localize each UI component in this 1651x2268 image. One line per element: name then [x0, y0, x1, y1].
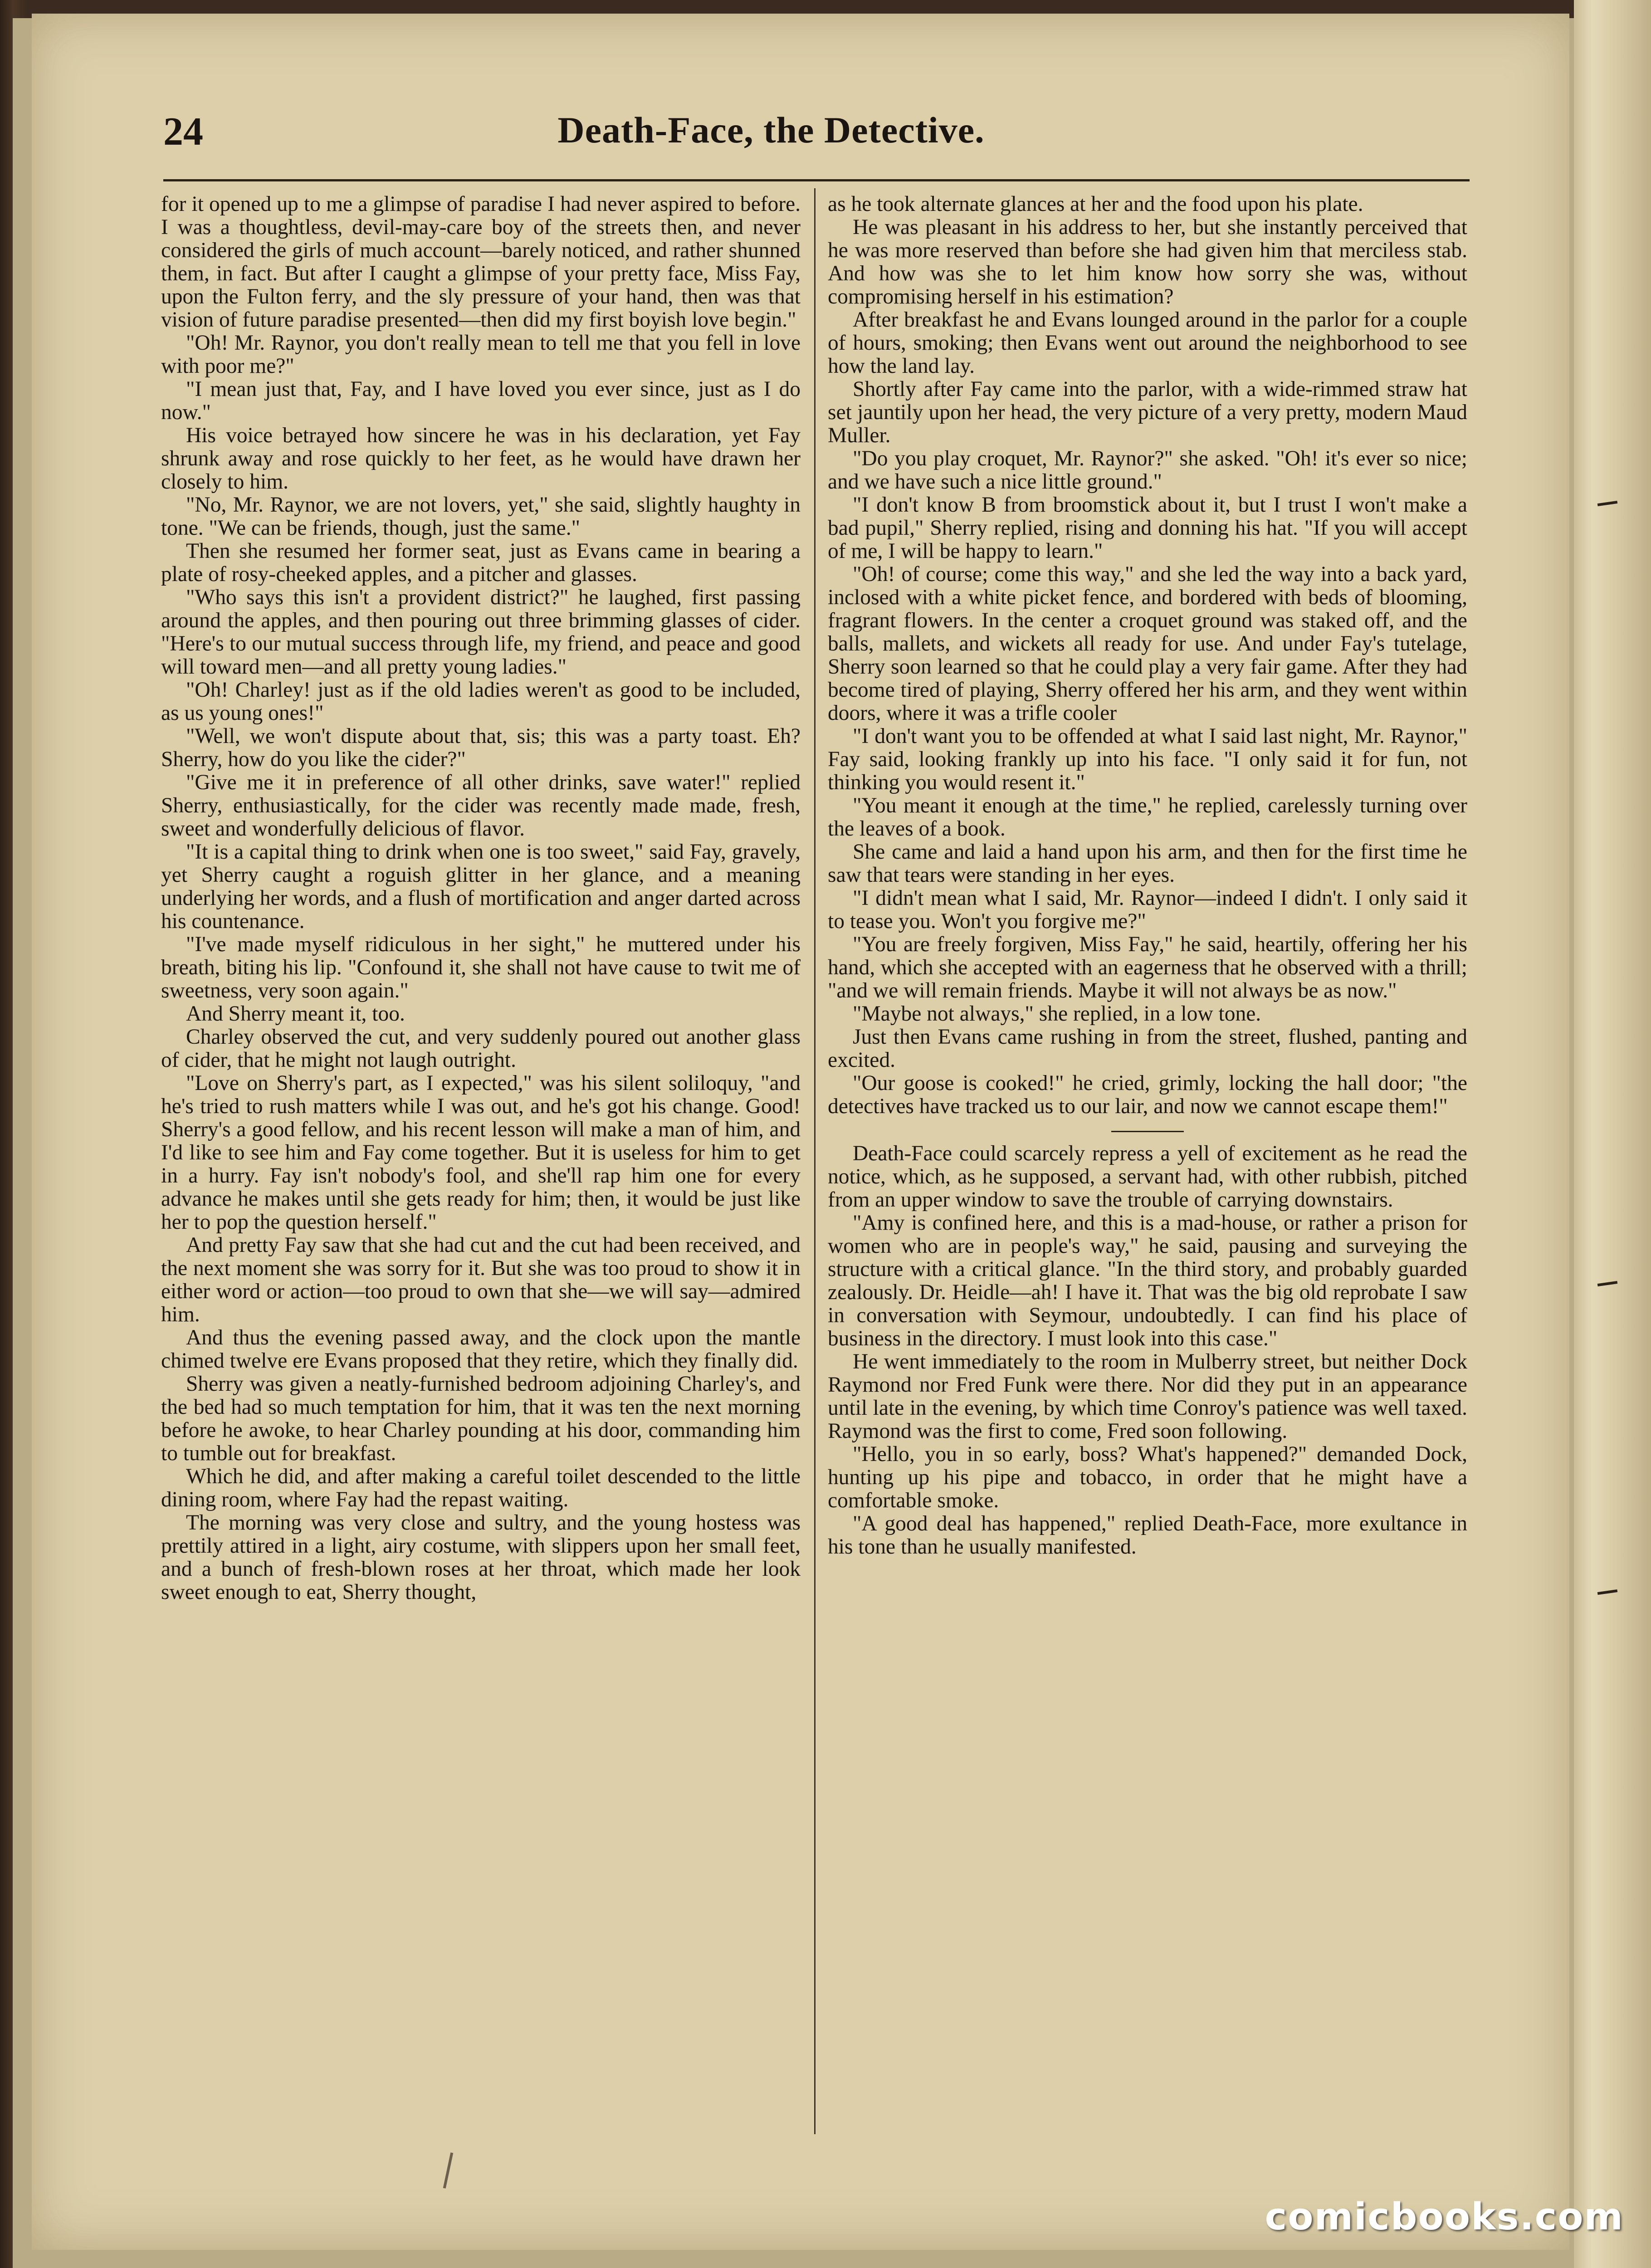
paragraph: He went immediately to the room in Mulberry street, but neither Dock Raymond nor Fred Funk were there. Nor did they put in an appearance until late in the evening, by which time Conroy's patience was well taxed. Raymond was the first to come, Fred soon following.	[828, 1350, 1467, 1443]
paragraph: Charley observed the cut, and very suddenly poured out another glass of cider, that he might not laugh outright.	[161, 1025, 801, 1072]
column-divider	[814, 188, 816, 2134]
paragraph: "Hello, you in so early, boss? What's happened?" demanded Dock, hunting up his pipe and tobacco, in order that he might have a comfortable smoke.	[828, 1442, 1467, 1512]
binding-staple	[1597, 1588, 1620, 1598]
right-column	[828, 193, 1467, 1559]
paragraph: "No, Mr. Raynor, we are not lovers, yet," she said, slightly haughty in tone. "We can be friends, though, just the same."	[161, 493, 801, 540]
paragraph: for it opened up to me a glimpse of paradise I had never aspired to before. I was a thoughtless, devil-may-care boy of the streets then, and never considered the girls of much account—barely noticed, and rather shunned them, in fact. But after I caught a glimpse of your pretty face, Miss Fay, upon the Fulton ferry, and the sly pressure of your hand, then was that vision of future paradise presented—then did my first boyish love begin."	[161, 192, 801, 332]
paragraph: "I don't want you to be offended at what I said last night, Mr. Raynor," Fay said, looking frankly up into his face. "I only said it for fun, not thinking you would resent it."	[828, 724, 1467, 794]
paragraph: "Oh! of course; come this way," and she led the way into a back yard, inclosed with a white picket fence, and bordered with beds of blooming, fragrant flowers. In the center a croquet ground was staked off, and the balls, mallets, and wickets all ready for use. And under Fay's tutelage, Sherry soon learned so that he could play a very fair game. After they had become tired of playing, Sherry offered her his arm, and they went within doors, where it was a trifle cooler	[828, 562, 1467, 725]
paragraph: "I didn't mean what I said, Mr. Raynor—indeed I didn't. I only said it to tease you. Won't you forgive me?"	[828, 886, 1467, 933]
paragraph: "Our goose is cooked!" he cried, grimly, locking the hall door; "the detectives have tracked us to our lair, and now we cannot escape them!"	[828, 1071, 1467, 1118]
paragraph: "Who says this isn't a provident district?" he laughed, first passing around the apples, and then pouring out three brimming glasses of cider. "Here's to our mutual success through life, my friend, and peace and good will toward men—and all pretty young ladies."	[161, 586, 801, 679]
paragraph: "Maybe not always," she replied, in a low tone.	[853, 1002, 1261, 1026]
binding-staple	[1597, 1279, 1620, 1289]
paragraph: Shortly after Fay came into the parlor, with a wide-rimmed straw hat set jauntily upon her head, the very picture of a very pretty, modern Maud Muller.	[828, 377, 1467, 447]
paragraph: Sherry was given a neatly-furnished bedroom adjoining Charley's, and the bed had so much temptation for him, that it was ten the next morning before he awoke, to hear Charley pounding at his door, commanding him to tumble out for breakfast.	[161, 1372, 801, 1465]
section-break-rule	[1111, 1131, 1184, 1132]
paragraph: Just then Evans came rushing in from the street, flushed, panting and excited.	[828, 1025, 1467, 1072]
paragraph: Death-Face could scarcely repress a yell of excitement as he read the notice, which, as he supposed, a servant had, with other rubbish, pitched from an upper window to save the trouble of carrying downstairs.	[828, 1142, 1467, 1212]
paragraph: "Well, we won't dispute about that, sis; this was a party toast. Eh? Sherry, how do you like the cider?"	[161, 724, 801, 771]
running-header	[163, 104, 1379, 168]
paragraph: The morning was very close and sultry, and the young hostess was prettily attired in a light, airy costume, with slippers upon her small feet, and a bunch of fresh-blown roses at her throat, which made her look sweet enough to eat, Sherry thought,	[161, 1511, 801, 1604]
paragraph: And Sherry meant it, too.	[186, 1002, 405, 1026]
paragraph: "I've made myself ridiculous in her sight," he muttered under his breath, biting his lip. "Confound it, she shall not have cause to twit me of sweetness, very soon again."	[161, 933, 801, 1002]
paragraph: "I don't know B from broomstick about it, but I trust I won't make a bad pupil," Sherry replied, rising and donning his hat. "If you will accept of me, I will be happy to learn."	[828, 493, 1467, 563]
paragraph: He was pleasant in his address to her, but she instantly perceived that he was more reserved than before she had given him that merciless stab. And how was she to let him know how sorry she was, without compromising herself in his estimation?	[828, 215, 1467, 308]
paragraph: And thus the evening passed away, and the clock upon the mantle chimed twelve ere Evans proposed that they retire, which they finally did.	[161, 1326, 801, 1373]
binding-staple	[1597, 499, 1620, 509]
paragraph: "You are freely forgiven, Miss Fay," he said, heartily, offering her his hand, which she accepted with an eagerness that he observed with a thrill; "and we will remain friends. Maybe it will not always be as now."	[828, 933, 1467, 1002]
header-rule	[163, 179, 1470, 181]
paragraph: "Amy is confined here, and this is a mad-house, or rather a prison for women who are in people's way," he said, pausing and surveying the structure with a critical glance. "In the third story, and probably guarded zealously. Dr. Heidle—ah! I have it. That was the big old reprobate I saw in conversation with Seymour, undoubtedly. I can find his place of business in the directory. I must look into this case."	[828, 1211, 1467, 1350]
left-column	[161, 193, 801, 1604]
paragraph: "Love on Sherry's part, as I expected," was his silent soliloquy, "and he's tried to rush matters while I was out, and he's got his change. Good! Sherry's a good fellow, and his recent lesson will make a man of him, and I'd like to see him and Fay come together. But it is useless for him to get in a hurry. Fay isn't nobody's fool, and she'll rap him one for every advance he makes until she gets ready for him; then, it would be just like her to pop the question herself."	[161, 1071, 801, 1234]
paragraph: Then she resumed her former seat, just as Evans came in bearing a plate of rosy-cheeked apples, and a pitcher and glasses.	[161, 539, 801, 586]
paragraph: "Oh! Mr. Raynor, you don't really mean to tell me that you fell in love with poor me?"	[161, 331, 801, 378]
paragraph: "You meant it enough at the time," he replied, carelessly turning over the leaves of a book.	[828, 794, 1467, 841]
page-number: 24	[163, 110, 203, 154]
paragraph: "I mean just that, Fay, and I have loved you ever since, just as I do now."	[161, 377, 801, 424]
paragraph: "Do you play croquet, Mr. Raynor?" she asked. "Oh! it's ever so nice; and we have such a nice little ground."	[828, 447, 1467, 494]
site-watermark: comicbooks.com	[1265, 2195, 1624, 2239]
facing-page-edge	[1574, 0, 1651, 2268]
paragraph: "It is a capital thing to drink when one is too sweet," said Fay, gravely, yet Sherry caught a roguish glitter in her glance, and a meaning underlying her words, and a flush of mortification and anger darted across his countenance.	[161, 840, 801, 933]
paragraph: "Oh! Charley! just as if the old ladies weren't as good to be included, as us young ones!"	[161, 678, 801, 725]
paragraph: Which he did, and after making a careful toilet descended to the little dining room, where Fay had the repast waiting.	[161, 1465, 801, 1511]
paragraph: And pretty Fay saw that she had cut and the cut had been received, and the next moment she was sorry for it. But she was too proud to show it in either word or action—too proud to own that she—we will say—admired him.	[161, 1233, 801, 1326]
paragraph: "A good deal has happened," replied Death-Face, more exultance in his tone than he usually manifested.	[828, 1512, 1467, 1559]
running-title: Death-Face, the Detective.	[557, 109, 985, 151]
paragraph: as he took alternate glances at her and the food upon his plate.	[828, 192, 1363, 216]
paragraph: She came and laid a hand upon his arm, and then for the first time he saw that tears were standing in her eyes.	[828, 840, 1467, 887]
paragraph: His voice betrayed how sincere he was in his declaration, yet Fay shrunk away and rose quickly to her feet, as he would have drawn her closely to him.	[161, 424, 801, 494]
paragraph: "Give me it in preference of all other drinks, save water!" replied Sherry, enthusiastically, for the cider was recently made made, fresh, sweet and wonderfully delicious of flavor.	[161, 771, 801, 841]
paragraph: After breakfast he and Evans lounged around in the parlor for a couple of hours, smoking; then Evans went out around the neighborhood to see how the land lay.	[828, 308, 1467, 378]
